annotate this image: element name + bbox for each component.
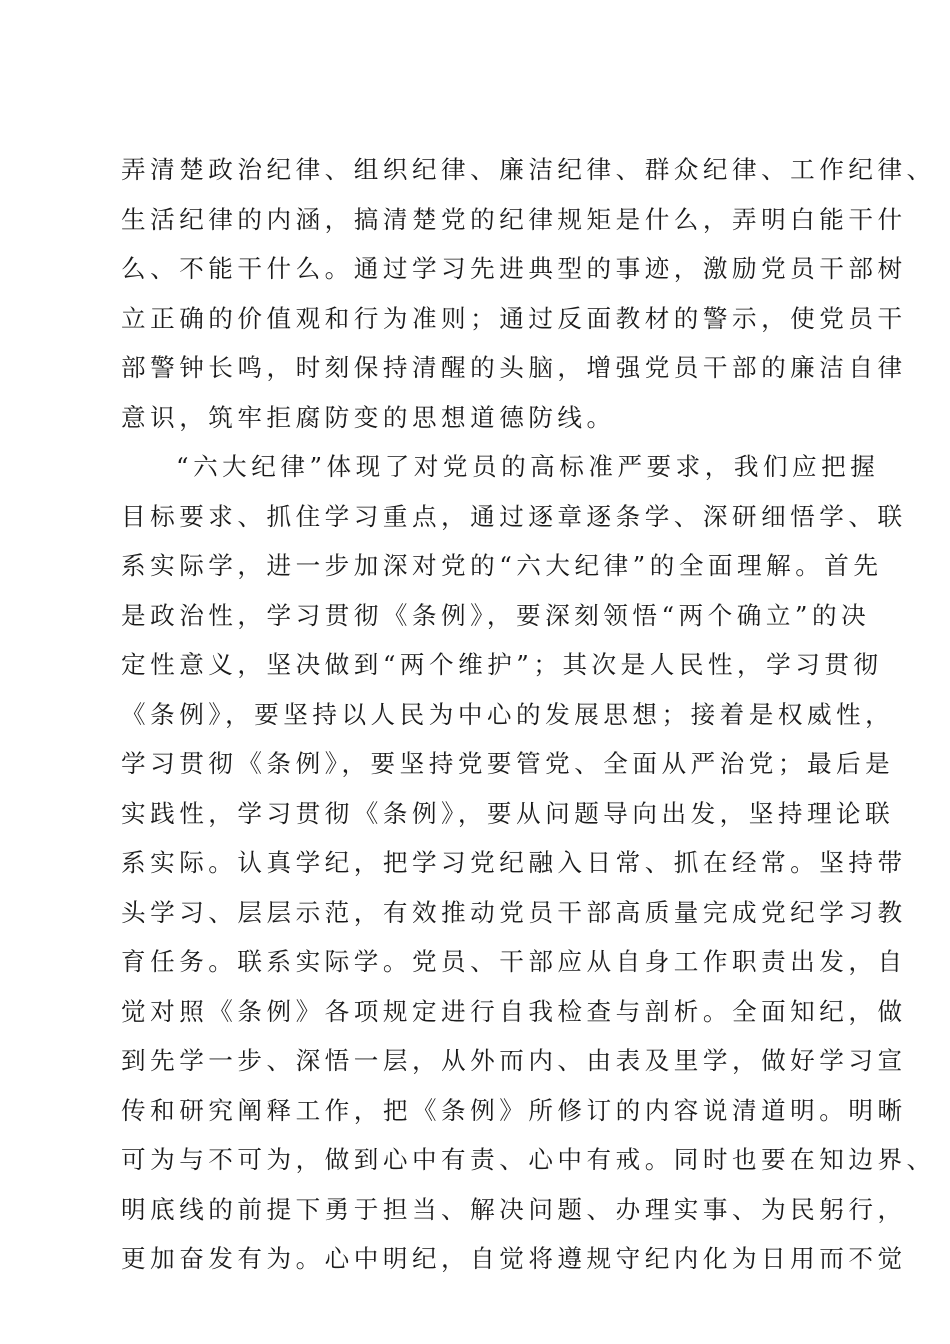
body-text (121, 145, 936, 1284)
paragraph-2-line-3: 系实际学，进一步加深对党的“六大纪律”的全面理解。首先 (121, 551, 883, 580)
paragraph-2-line-13: 到先学一步、深悟一层，从外而内、由表及里学，做好学习宣 (121, 1046, 907, 1075)
paragraph-2-line-9: 系实际。认真学纪，把学习党纪融入日常、抓在经常。坚持带 (121, 848, 907, 877)
paragraph-1-line-1: 弄清楚政治纪律、组织纪律、廉洁纪律、群众纪律、工作纪律、 (121, 155, 936, 184)
paragraph-2-line-10: 头学习、层层示范，有效推动党员干部高质量完成党纪学习教 (121, 897, 907, 927)
paragraph-2-line-5: 定性意义，坚决做到“两个维护”；其次是人民性，学习贯彻 (121, 650, 883, 679)
paragraph-2-line-14: 传和研究阐释工作，把《条例》所修订的内容说清道明。明晰 (121, 1095, 907, 1125)
paragraph-2-line-11: 育任务。联系实际学。党员、干部应从自身工作职责出发，自 (121, 947, 907, 976)
paragraph-1-line-3: 么、不能干什么。通过学习先进典型的事迹，激励党员干部树 (121, 254, 907, 283)
paragraph-2-line-12: 觉对照《条例》各项规定进行自我检查与剖析。全面知纪，做 (121, 996, 907, 1026)
paragraph-1-line-4: 立正确的价值观和行为准则；通过反面教材的警示，使党员干 (121, 303, 907, 333)
paragraph-2-line-16: 明底线的前提下勇于担当、解决问题、办理实事、为民躬行， (121, 1194, 907, 1224)
paragraph-2-line-6: 《条例》，要坚持以人民为中心的发展思想；接着是权威性， (121, 699, 895, 729)
paragraph-2-line-15: 可为与不可为，做到心中有责、心中有戒。同时也要在知边界、 (121, 1145, 936, 1174)
paragraph-1-line-6: 意识，筑牢拒腐防变的思想道德防线。 (121, 402, 616, 432)
paragraph-2-line-17: 更加奋发有为。心中明纪，自觉将遵规守纪内化为日用而不觉 (121, 1244, 907, 1273)
paragraph-2-line-2: 目标要求、抓住学习重点，通过逐章逐条学、深研细悟学、联 (121, 501, 907, 531)
paragraph-1-line-2: 生活纪律的内涵，搞清楚党的纪律规矩是什么，弄明白能干什 (121, 204, 907, 234)
paragraph-2-line-8: 实践性，学习贯彻《条例》，要从问题导向出发，坚持理论联 (121, 798, 895, 828)
paragraph-2-line-7: 学习贯彻《条例》，要坚持党要管党、全面从严治党；最后是 (121, 749, 895, 778)
paragraph-2-line-4: 是政治性，学习贯彻《条例》，要深刻领悟“两个确立”的决 (121, 600, 871, 630)
paragraph-1-line-5: 部警钟长鸣，时刻保持清醒的头脑，增强党员干部的廉洁自律 (121, 353, 907, 382)
paragraph-2-line-1: “六大纪律”体现了对党员的高标准严要求，我们应把握 (176, 452, 880, 481)
